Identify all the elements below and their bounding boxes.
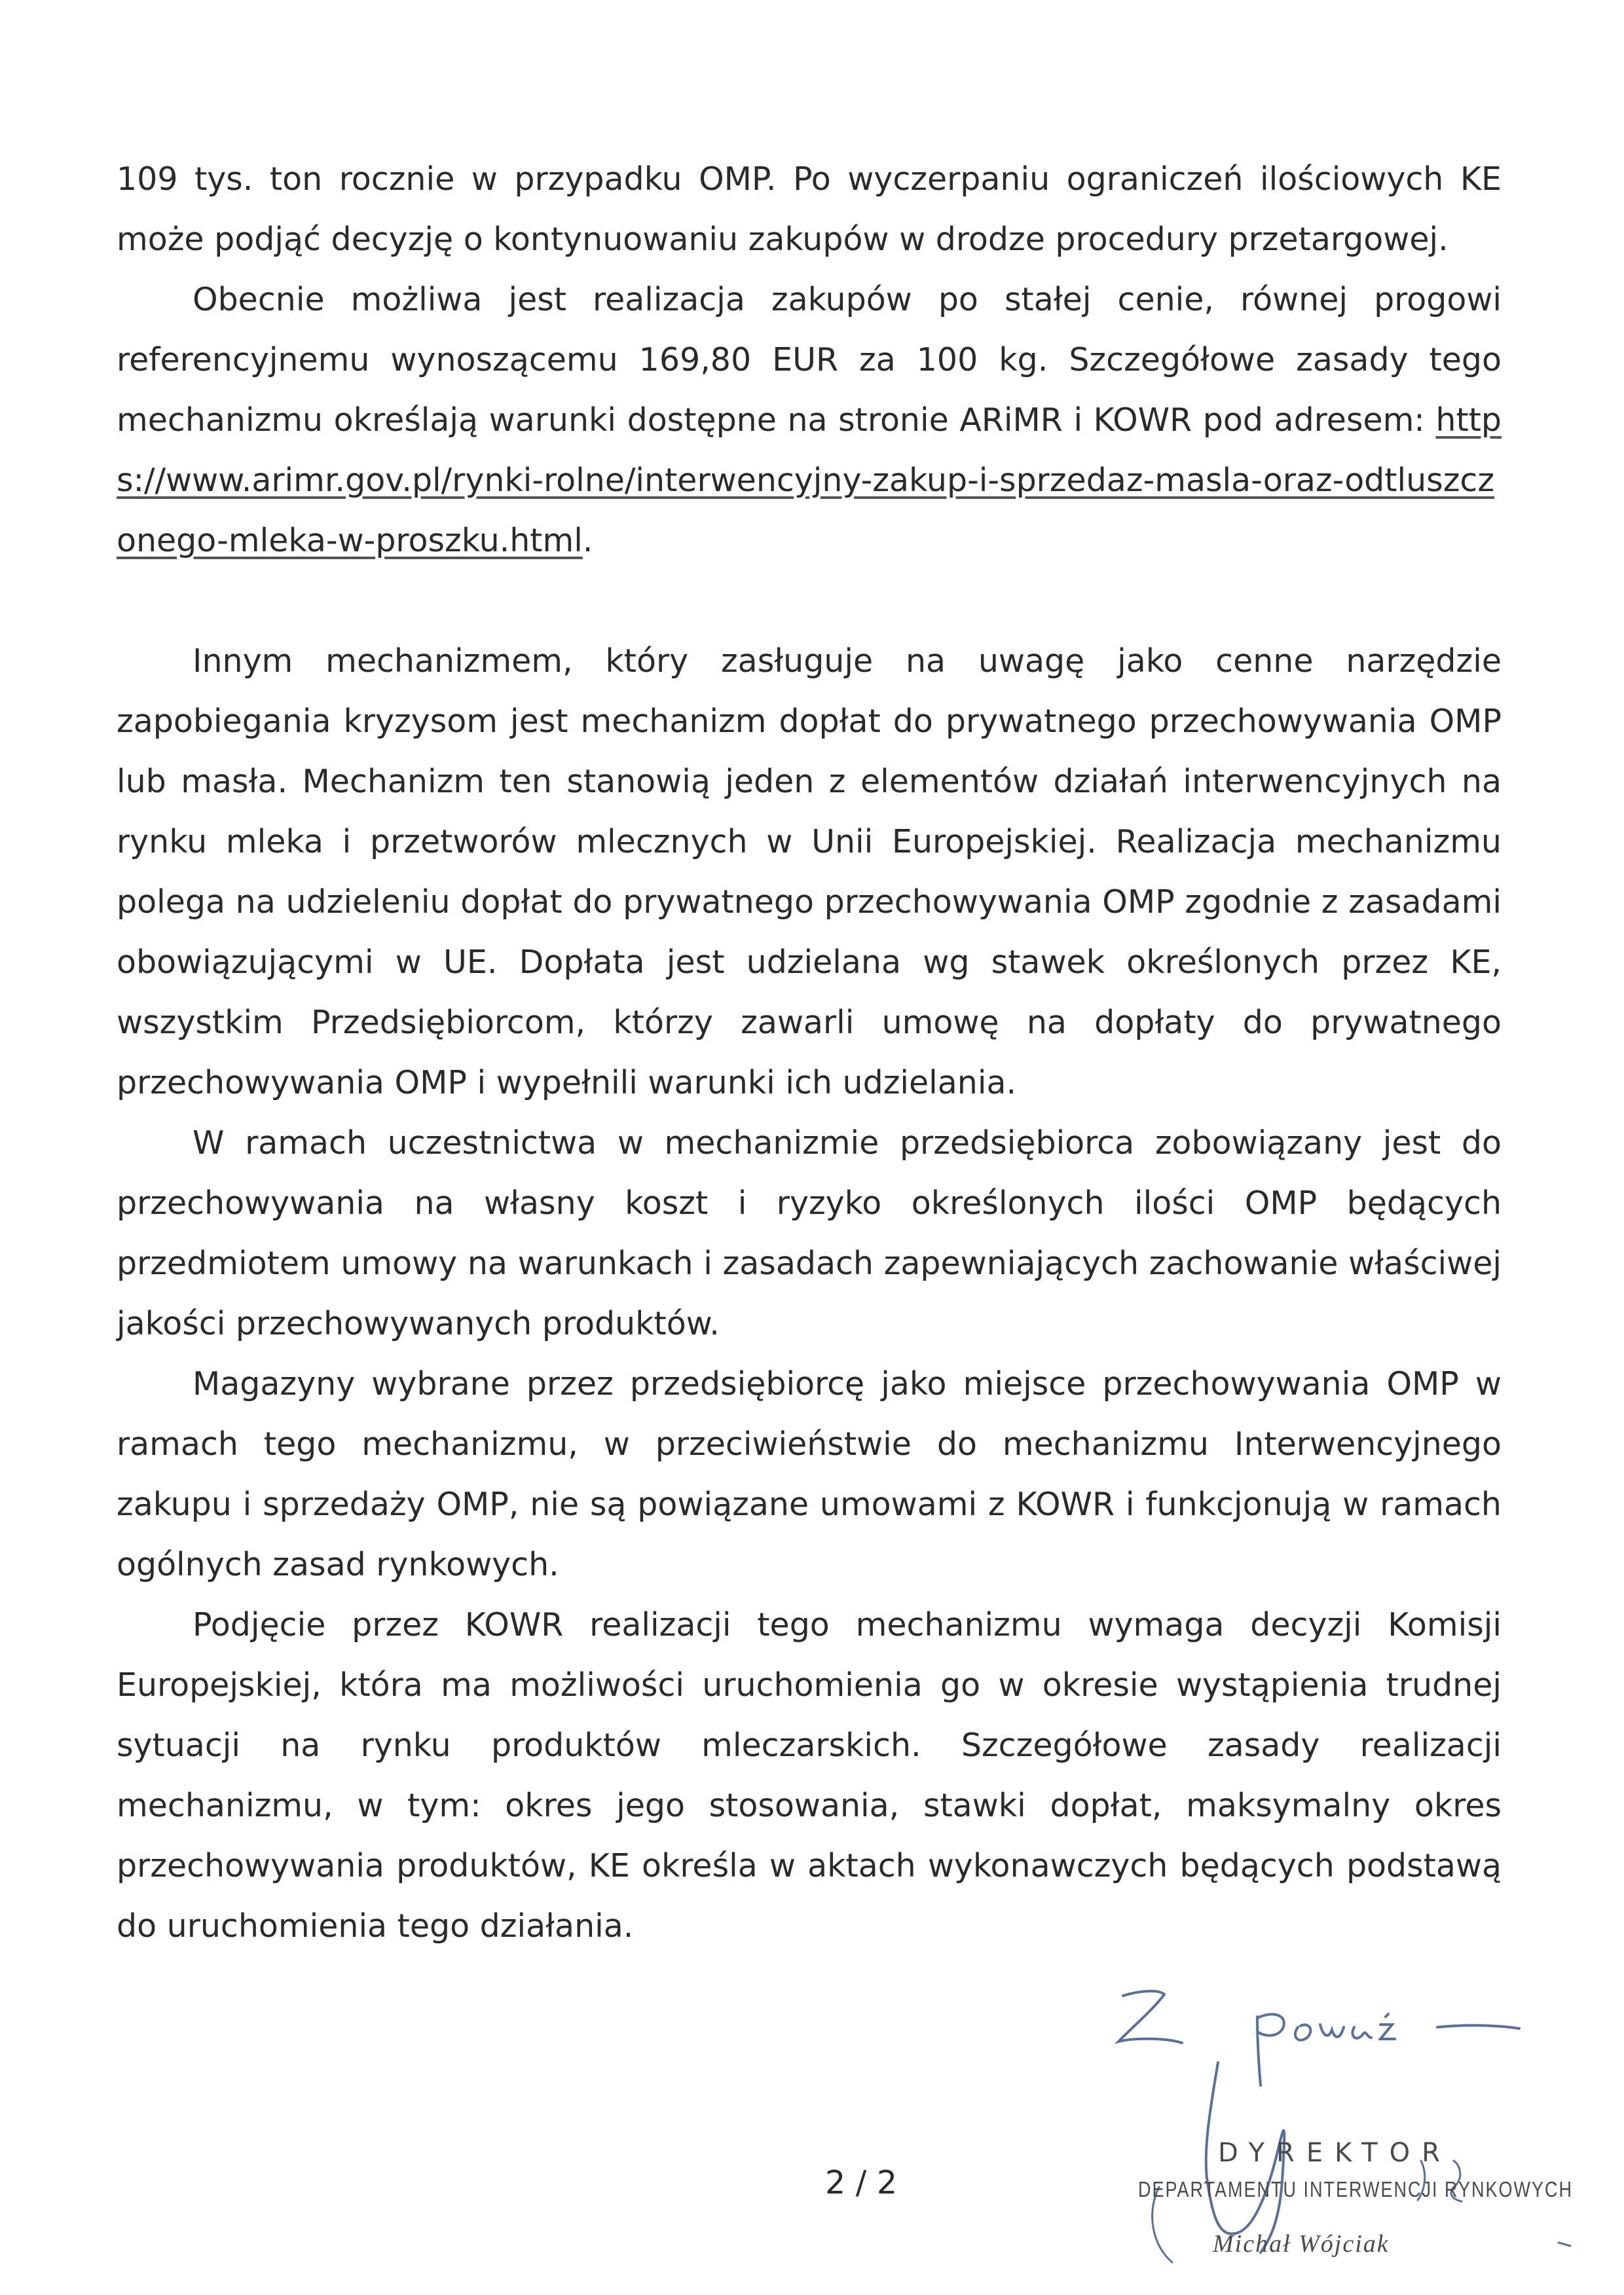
stamp-department: DEPARTAMENTU INTERWENCJI RYNKOWYCH bbox=[1138, 2177, 1574, 2202]
paragraph-3: Innym mechanizmem, który zasługuje na uwagę jako cenne narzędzie zapobiegania kryzysom jest mechanizm dopłat do prywatnego przechowywania OMP lub masła. Mechanizm ten stanowią jeden z elementów działań interwencyjnych na rynku mleka i przetworów mlecznych w Unii Europejskiej. Realizacja mechanizmu polega na udzieleniu dopłat do prywatnego przechowywania OMP zgodnie z zasadami obowiązującymi w UE. Dopłata jest udzielana wg stawek określonych przez KE, wszystkim Przedsiębiorcom, którzy zawarli umowę na dopłaty do prywatnego przechowywania OMP i wypełnili warunki ich udzielania. bbox=[117, 642, 1502, 1101]
stamp-name: Michał Wójciak bbox=[1213, 2230, 1390, 2258]
paragraph-2-text: Obecnie możliwa jest realizacja zakupów po stałej cenie, równej progowi referencyjnemu wynoszącemu 169,80 EUR za 100 kg. Szczegółowe zasady tego mechanizmu określają warunki dostępne na stronie ARiMR i KOWR pod adresem: bbox=[117, 281, 1502, 439]
stamp-title: DYREKTOR bbox=[1218, 2138, 1452, 2168]
paragraph-2 bbox=[117, 270, 1502, 571]
signature-block bbox=[1061, 1964, 1611, 2279]
paragraph-6: Podjęcie przez KOWR realizacji tego mechanizmu wymaga decyzji Komisji Europejskiej, która ma możliwości uruchomienia go w okresie wystąpienia trudnej sytuacji na rynku produktów mleczarskich. Szczegółowe zasady realizacji mechanizmu, w tym: okres jego stosowania, stawki dopłat, maksymalny okres przechowywania produktów, KE określa w aktach wykonawczych będących podstawą do uruchomienia tego działania. bbox=[117, 1606, 1502, 1945]
arimr-link[interactable]: https://www.arimr.gov.pl/rynki-rolne/interwencyjny-zakup-i-sprzedaz-masla-oraz-odtluszczonego-mleka-w-proszku.html bbox=[117, 401, 1502, 559]
paragraph-5: Magazyny wybrane przez przedsiębiorcę jako miejsce przechowywania OMP w ramach tego mechanizmu, w przeciwieństwie do mechanizmu Interwencyjnego zakupu i sprzedaży OMP, nie są powiązane umowami z KOWR i funkcjonują w ramach ogólnych zasad rynkowych. bbox=[117, 1365, 1502, 1583]
page-number: 2 / 2 bbox=[825, 2164, 898, 2201]
paragraph-2-end: . bbox=[582, 522, 593, 559]
paragraph-gap bbox=[117, 571, 1502, 631]
document-body bbox=[117, 149, 1502, 1956]
paragraph-4: W ramach uczestnictwa w mechanizmie przedsiębiorca zobowiązany jest do przechowywania na własny koszt i ryzyko określonych ilości OMP będących przedmiotem umowy na warunkach i zasadach zapewniających zachowanie właściwej jakości przechowywanych produktów. bbox=[117, 1124, 1502, 1342]
paragraph-1: 109 tys. ton rocznie w przypadku OMP. Po wyczerpaniu ograniczeń ilościowych KE może podjąć decyzję o kontynuowaniu zakupów w drodze procedury przetargowej. bbox=[117, 160, 1502, 258]
